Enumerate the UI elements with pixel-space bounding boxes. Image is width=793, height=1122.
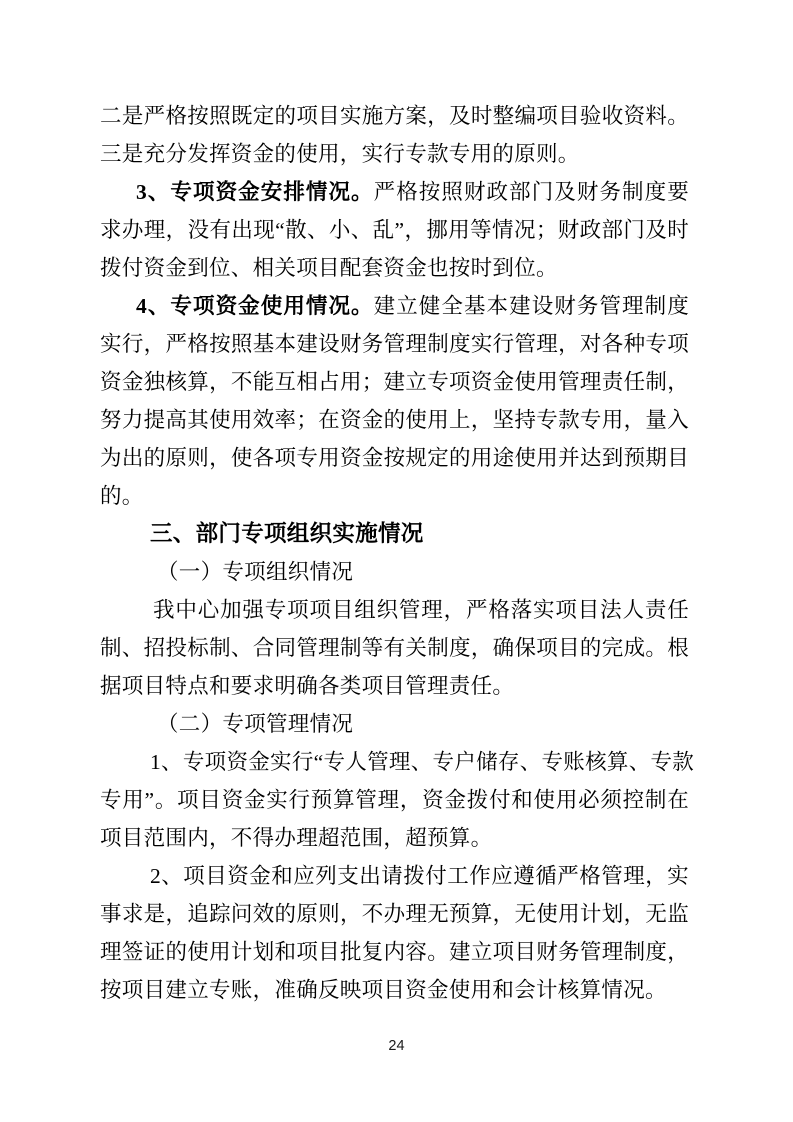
text-line xyxy=(100,287,689,325)
line-text: 项目范围内，不得办理超范围，超预算。 xyxy=(100,826,493,850)
line-text: 专用”。项目资金实行预算管理，资金拨付和使用必须控制在 xyxy=(100,788,689,812)
line-text: （二）专项管理情况 xyxy=(157,712,354,736)
bold-lead-run: 4、专项资金使用情况。 xyxy=(136,294,374,318)
paragraph-continuation xyxy=(100,97,689,173)
line-text: 制、招投标制、合同管理制等有关制度，确保项目的完成。根 xyxy=(100,636,689,660)
text-line xyxy=(100,173,689,211)
heading-text: 三、部门专项组织实施情况 xyxy=(150,521,424,546)
text-line xyxy=(100,553,689,591)
text-line xyxy=(100,249,689,287)
paragraph-item-3 xyxy=(100,173,689,287)
text-line xyxy=(100,477,689,515)
text-line xyxy=(100,667,689,705)
heading-line xyxy=(100,515,689,553)
line-text: 按项目建立专账，准确反映项目资金使用和会计核算情况。 xyxy=(100,978,667,1002)
text-line xyxy=(100,743,695,781)
text-line xyxy=(100,591,689,629)
section-heading xyxy=(100,515,689,553)
line-text: 1、专项资金实行“专人管理、专户储存、专账核算、专款 xyxy=(150,750,695,774)
line-text: 求办理，没有出现“散、小、乱”，挪用等情况；财政部门及时 xyxy=(100,218,689,242)
line-text: 建立健全基本建设财务管理制度 xyxy=(373,294,689,318)
line-text: 理签证的使用计划和项目批复内容。建立项目财务管理制度， xyxy=(100,940,689,964)
text-line xyxy=(100,819,689,857)
text-line xyxy=(100,781,689,819)
text-line xyxy=(100,971,689,1009)
page-number: 24 xyxy=(388,1038,405,1054)
line-text: 资金独核算，不能互相占用；建立专项资金使用管理责任制， xyxy=(100,370,689,394)
line-text: 我中心加强专项项目组织管理，严格落实项目法人责任 xyxy=(153,598,689,622)
text-line xyxy=(100,363,689,401)
paragraph-item-1 xyxy=(100,743,695,857)
line-text: 严格按照财政部门及财务制度要 xyxy=(373,180,689,204)
document-body xyxy=(100,97,695,1009)
subsection-heading-2 xyxy=(100,705,689,743)
text-line xyxy=(100,97,689,135)
paragraph-item-4 xyxy=(100,287,689,515)
text-line xyxy=(100,439,689,477)
line-text: 2、项目资金和应列支出请拨付工作应遵循严格管理，实 xyxy=(150,864,689,888)
line-text: 拨付资金到位、相关项目配套资金也按时到位。 xyxy=(100,256,558,280)
line-text: 实行，严格按照基本建设财务管理制度实行管理，对各种专项 xyxy=(100,332,689,356)
line-text: 二是严格按照既定的项目实施方案，及时整编项目验收资料。 xyxy=(100,104,689,128)
text-line xyxy=(100,629,689,667)
line-text: 事求是，追踪问效的原则，不办理无预算，无使用计划，无监 xyxy=(100,902,689,926)
line-text: 努力提高其使用效率；在资金的使用上，坚持专款专用，量入 xyxy=(100,408,689,432)
text-line xyxy=(100,857,689,895)
line-text: 的。 xyxy=(100,484,144,508)
paragraph-organisation xyxy=(100,591,689,705)
text-line xyxy=(100,325,689,363)
text-line xyxy=(100,211,689,249)
text-line xyxy=(100,933,689,971)
subsection-heading-1 xyxy=(100,553,689,591)
text-line xyxy=(100,135,689,173)
bold-lead-run: 3、专项资金安排情况。 xyxy=(136,180,374,204)
line-text: 为出的原则，使各项专用资金按规定的用途使用并达到预期目 xyxy=(100,446,689,470)
page-footer xyxy=(0,1038,793,1054)
line-text: （一）专项组织情况 xyxy=(157,560,354,584)
text-line xyxy=(100,705,689,743)
text-line xyxy=(100,895,689,933)
line-text: 三是充分发挥资金的使用，实行专款专用的原则。 xyxy=(100,142,580,166)
text-line xyxy=(100,401,689,439)
paragraph-item-2 xyxy=(100,857,689,1009)
line-text: 据项目特点和要求明确各类项目管理责任。 xyxy=(100,674,515,698)
